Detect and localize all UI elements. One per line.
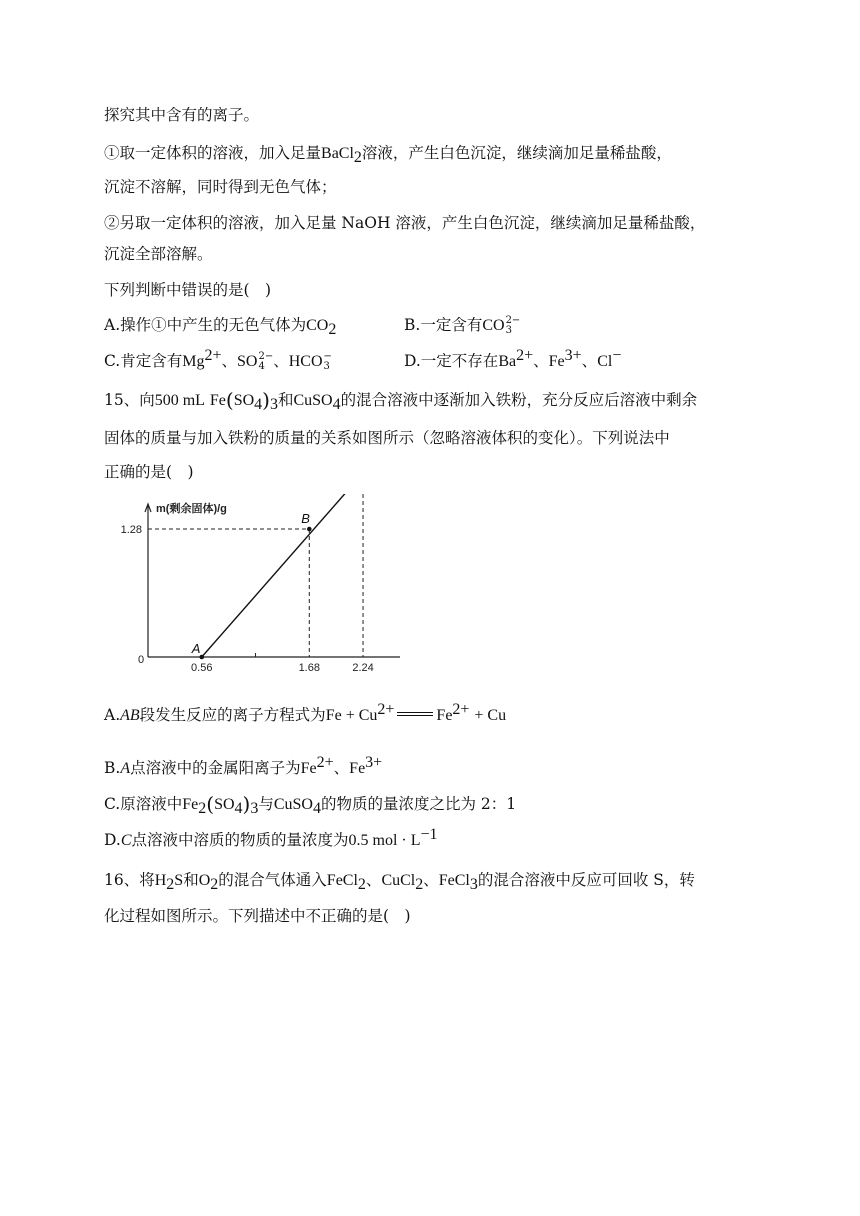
y-tick-label: 1.28: [120, 524, 142, 536]
q14-option-a: A.操作①中产生的无色气体为$CO_2$: [104, 316, 337, 339]
y-axis-label: m(剩余固体)/g: [156, 503, 227, 515]
q15-option-d: D.C点溶液中溶质的物质的量浓度为0.5 mol · $L^{-1}$: [104, 825, 438, 849]
q15-stem-line3: 正确的是( ): [104, 463, 194, 481]
q15-option-a: A.AB段发生反应的离子方程式为$Fe + Cu^{2+}$ $Fe^{2+} + Cu$: [104, 700, 507, 724]
equals-arrow: [397, 712, 433, 716]
point-B: [307, 527, 312, 532]
q14-option-b: B.一定含有CO 2− 3: [404, 315, 521, 336]
q16-stem-line2: 化过程如图所示。下列描述中不正确的是( ): [104, 907, 411, 925]
q14-step2: ②另取一定体积的溶液，加入足量 NaOH 溶液，产生白色沉淀，继续滴加足量稀盐酸，: [104, 214, 706, 232]
q14-question: 下列判断中错误的是( ): [104, 281, 272, 299]
q14-option-d: D.一定不存在$Ba^{2+}$、$Fe^{3+}$、Cl−: [404, 346, 622, 370]
q15-stem: 15、向500 mL $Fe(SO_4)_3$和CuSO$_4$的混合溶液中逐渐加入铁粉，充分反应后溶液中剩余: [104, 388, 698, 414]
q14-step1: ①取一定体积的溶液，加入足量BaCl$_2$溶液，产生白色沉淀，继续滴加足量稀盐酸，: [104, 144, 672, 167]
x-tick-label: 2.24: [352, 662, 374, 674]
q14-step2-cont: 沉淀全部溶解。: [104, 245, 213, 263]
q14-option-c: C.肯定含有$Mg^{2+}$、SO 2− 4 、HCO − 3: [104, 346, 332, 372]
point-label-A: A: [191, 641, 201, 656]
q15-option-c: C.原溶液中$Fe_2(SO_4)_3$与CuSO$_4$的物质的量浓度之比为 2：1: [104, 792, 517, 818]
x-tick-label: 1.68: [298, 662, 320, 674]
q15-option-b: B.A点溶液中的金属阳离子为$Fe^{2+}$、$Fe^{3+}$: [104, 753, 383, 777]
q15-graph: [100, 494, 400, 679]
q16-stem: 16、将$H_2S$和$O_2$的混合气体通入FeCl$_2$、CuCl$_2$、FeCl$_3$的混合溶液中反应可回收 S，转: [104, 871, 695, 894]
q14-step1-cont: 沉淀不溶解，同时得到无色气体；: [104, 178, 337, 196]
origin-label: 0: [138, 654, 145, 666]
x-tick-label: 0.56: [191, 662, 213, 674]
q14-intro: 探究其中含有的离子。: [104, 106, 260, 124]
point-label-B: B: [301, 511, 310, 526]
data-line: [202, 494, 387, 657]
q15-stem-line2: 固体的质量与加入铁粉的质量的关系如图所示（忽略溶液体积的变化）。下列说法中: [104, 429, 670, 447]
